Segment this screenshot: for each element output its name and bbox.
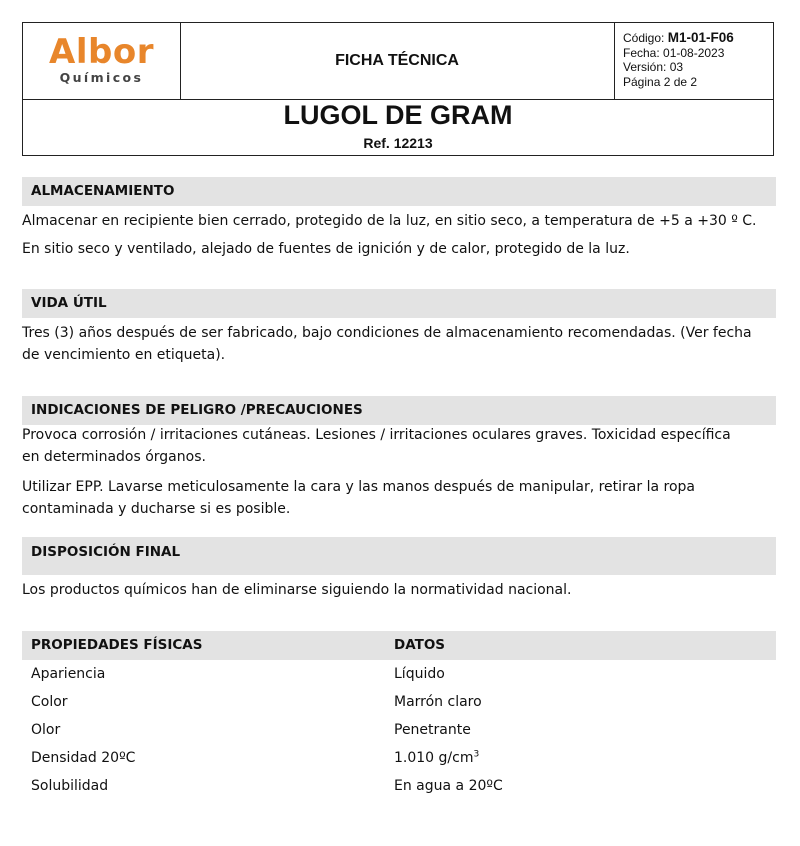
- density-exponent: 3: [473, 749, 480, 760]
- table-row: [22, 744, 776, 772]
- code-value: M1-01-F06: [667, 30, 734, 45]
- table-row: [22, 660, 776, 688]
- property-value: Líquido: [394, 666, 445, 682]
- hazards-paragraph-1: Provoca corrosión / irritaciones cutáneas. Lesiones / irritaciones oculares graves. Toxicidad específica en determinados órganos.: [22, 427, 731, 465]
- storage-paragraph-1: Almacenar en recipiente bien cerrado, protegido de la luz, en sitio seco, a temperatura de +5 a +30 º C.: [22, 213, 757, 229]
- section-title-disposal: DISPOSICIÓN FINAL: [22, 537, 776, 575]
- property-value: Marrón claro: [394, 694, 482, 710]
- density-value: 1.010 g/cm: [394, 750, 474, 766]
- code-label: Código:: [623, 31, 665, 45]
- hazards-paragraph-2: Utilizar EPP. Lavarse meticulosamente la cara y las manos después de manipular, retirar la ropa contaminada y ducharse si es posible.: [22, 479, 695, 517]
- property-name: Color: [31, 694, 68, 710]
- page-line: Página 2 de 2: [623, 74, 698, 89]
- document-type: FICHA TÉCNICA: [335, 52, 459, 69]
- code-line: [623, 31, 774, 46]
- section-title-shelf-life: VIDA ÚTIL: [22, 289, 776, 318]
- section-title-hazards: INDICACIONES DE PELIGRO /PRECAUCIONES: [22, 396, 776, 425]
- section-title-storage: ALMACENAMIENTO: [22, 177, 776, 206]
- property-value: En agua a 20ºC: [394, 778, 503, 794]
- storage-paragraph-2: En sitio seco y ventilado, alejado de fuentes de ignición y de calor, protegido de la luz.: [22, 241, 630, 257]
- properties-table-header: [22, 631, 776, 660]
- version-line: Versión: 03: [623, 60, 684, 74]
- property-value: Penetrante: [394, 722, 471, 738]
- logo-subtitle: Químicos: [59, 70, 144, 85]
- property-name: Solubilidad: [31, 778, 109, 794]
- header-top-row: [23, 23, 773, 100]
- date-line: Fecha: 01-08-2023: [623, 45, 725, 60]
- document-header: [22, 22, 774, 156]
- properties-col-header: PROPIEDADES FÍSICAS: [31, 637, 203, 653]
- shelf-life-paragraph: Tres (3) años después de ser fabricado, bajo condiciones de almacenamiento recomendadas. (Ver fecha de vencimiento en etiqueta).: [22, 325, 752, 363]
- property-name: Apariencia: [31, 666, 106, 682]
- table-row: [22, 688, 776, 716]
- disposal-paragraph: Los productos químicos han de eliminarse siguiendo la normatividad nacional.: [22, 582, 572, 598]
- product-ref: Ref. 12213: [363, 135, 433, 151]
- logo-name: Albor: [49, 32, 154, 72]
- company-logo: [23, 23, 181, 99]
- property-name: Densidad 20ºC: [31, 750, 136, 766]
- table-row: [22, 772, 776, 800]
- product-name: LUGOL DE GRAM: [283, 100, 513, 130]
- document-meta: [614, 23, 774, 99]
- table-row: [22, 716, 776, 744]
- property-name: Olor: [31, 722, 61, 738]
- data-col-header: DATOS: [394, 637, 446, 653]
- property-value-density: [394, 744, 479, 772]
